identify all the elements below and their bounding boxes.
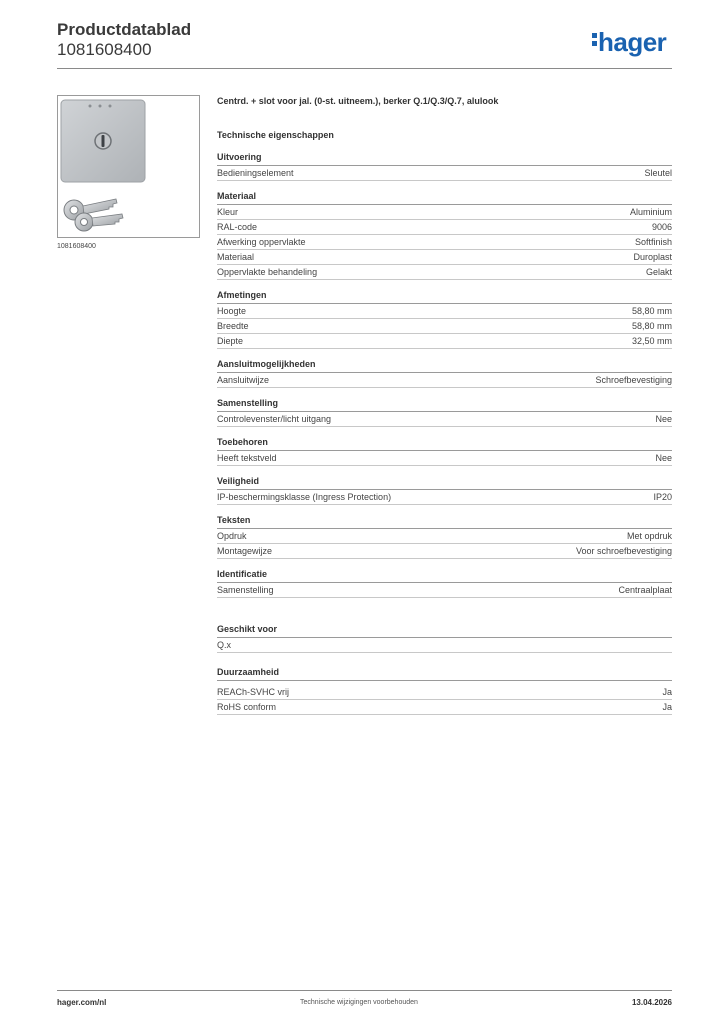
spec-label: Q.x [217, 640, 232, 650]
spec-label: Controlevenster/licht uitgang [217, 414, 332, 424]
spec-group [217, 152, 672, 181]
spec-label: RAL-code [217, 222, 258, 232]
spec-value: Ja [662, 687, 672, 697]
spec-group-title: Veiligheid [217, 476, 672, 490]
spec-value: Nee [655, 414, 672, 424]
spec-group-title: Duurzaamheid [217, 667, 672, 681]
footer-website: hager.com/nl [57, 998, 107, 1007]
spec-group [217, 191, 672, 280]
spec-row [217, 529, 672, 544]
product-title: Centrd. + slot voor jal. (0-st. uitneem.), berker Q.1/Q.3/Q.7, alulook [217, 96, 499, 106]
spec-label: Opdruk [217, 531, 247, 541]
spec-value: 32,50 mm [631, 336, 672, 346]
spec-label: REACh-SVHC vrij [217, 687, 290, 697]
spec-row [217, 373, 672, 388]
spec-group-title: Uitvoering [217, 152, 672, 166]
spec-content [217, 95, 672, 715]
spec-value: IP20 [653, 492, 672, 502]
spec-row [217, 304, 672, 319]
footer-notice: Technische wijzigingen voorbehouden [300, 999, 418, 1006]
spec-label: Diepte [217, 336, 244, 346]
spec-value: Duroplast [633, 252, 672, 262]
spec-value: Nee [655, 453, 672, 463]
spec-group [217, 515, 672, 559]
spec-value: Aluminium [629, 207, 672, 217]
spec-label: Heeft tekstveld [217, 453, 277, 463]
spec-label: Bedieningselement [217, 168, 294, 178]
spec-label: Afwerking oppervlakte [217, 237, 306, 247]
spec-group [217, 667, 672, 715]
spec-group [217, 569, 672, 598]
spec-row [217, 685, 672, 700]
product-image-graphic [58, 96, 199, 237]
spec-row [217, 334, 672, 349]
product-image [57, 95, 200, 238]
spec-row [217, 700, 672, 715]
spec-group-title: Toebehoren [217, 437, 672, 451]
hager-logo [592, 27, 666, 58]
spec-group [217, 624, 672, 653]
spec-row [217, 490, 672, 505]
spec-value: Schroefbevestiging [595, 375, 672, 385]
footer-divider [57, 990, 672, 991]
tech-heading: Technische eigenschappen [217, 130, 334, 140]
spec-group [217, 437, 672, 466]
spec-group [217, 290, 672, 349]
spec-row [217, 250, 672, 265]
spec-group-title: Samenstelling [217, 398, 672, 412]
spec-label: Hoogte [217, 306, 247, 316]
spec-label: Oppervlakte behandeling [217, 267, 318, 277]
image-caption: 1081608400 [57, 243, 96, 250]
spec-label: Kleur [217, 207, 239, 217]
spec-row [217, 205, 672, 220]
spec-group-title: Teksten [217, 515, 672, 529]
spec-value: Voor schroefbevestiging [575, 546, 672, 556]
spec-label: Materiaal [217, 252, 255, 262]
spec-row [217, 451, 672, 466]
footer-date: 13.04.2026 [631, 998, 672, 1007]
spec-group-title: Afmetingen [217, 290, 672, 304]
spec-row [217, 319, 672, 334]
spec-label: Montagewijze [217, 546, 273, 556]
page-header [57, 20, 191, 60]
spec-value: 58,80 mm [631, 321, 672, 331]
spec-group-title: Aansluitmogelijkheden [217, 359, 672, 373]
spec-row [217, 235, 672, 250]
spec-label: RoHS conform [217, 702, 277, 712]
spec-value: Met opdruk [626, 531, 672, 541]
spec-value: 9006 [651, 222, 672, 232]
logo-text: hager [598, 27, 667, 57]
spec-row [217, 412, 672, 427]
spec-label: Aansluitwijze [217, 375, 270, 385]
spec-group [217, 476, 672, 505]
spec-value: 58,80 mm [631, 306, 672, 316]
spec-row [217, 265, 672, 280]
spec-group [217, 398, 672, 427]
spec-value: Softfinish [634, 237, 672, 247]
spec-value: Gelakt [645, 267, 672, 277]
spec-label: Samenstelling [217, 585, 274, 595]
spec-group-title: Identificatie [217, 569, 672, 583]
spec-value: Centraalplaat [618, 585, 672, 595]
spec-row [217, 220, 672, 235]
spec-group-title: Materiaal [217, 191, 672, 205]
spec-row [217, 544, 672, 559]
header-divider [57, 68, 672, 69]
spec-row [217, 583, 672, 598]
spec-group [217, 359, 672, 388]
spec-value: Sleutel [644, 168, 672, 178]
logo-dots-icon [592, 30, 598, 49]
spec-row [217, 638, 672, 653]
page-title: Productdatablad [57, 20, 192, 39]
spec-value: Ja [662, 702, 672, 712]
article-number: 1081608400 [57, 40, 152, 59]
spec-groups [217, 152, 672, 715]
spec-group-title: Geschikt voor [217, 624, 672, 638]
spec-label: Breedte [217, 321, 249, 331]
spec-row [217, 166, 672, 181]
spec-label: IP-beschermingsklasse (Ingress Protection) [217, 492, 392, 502]
